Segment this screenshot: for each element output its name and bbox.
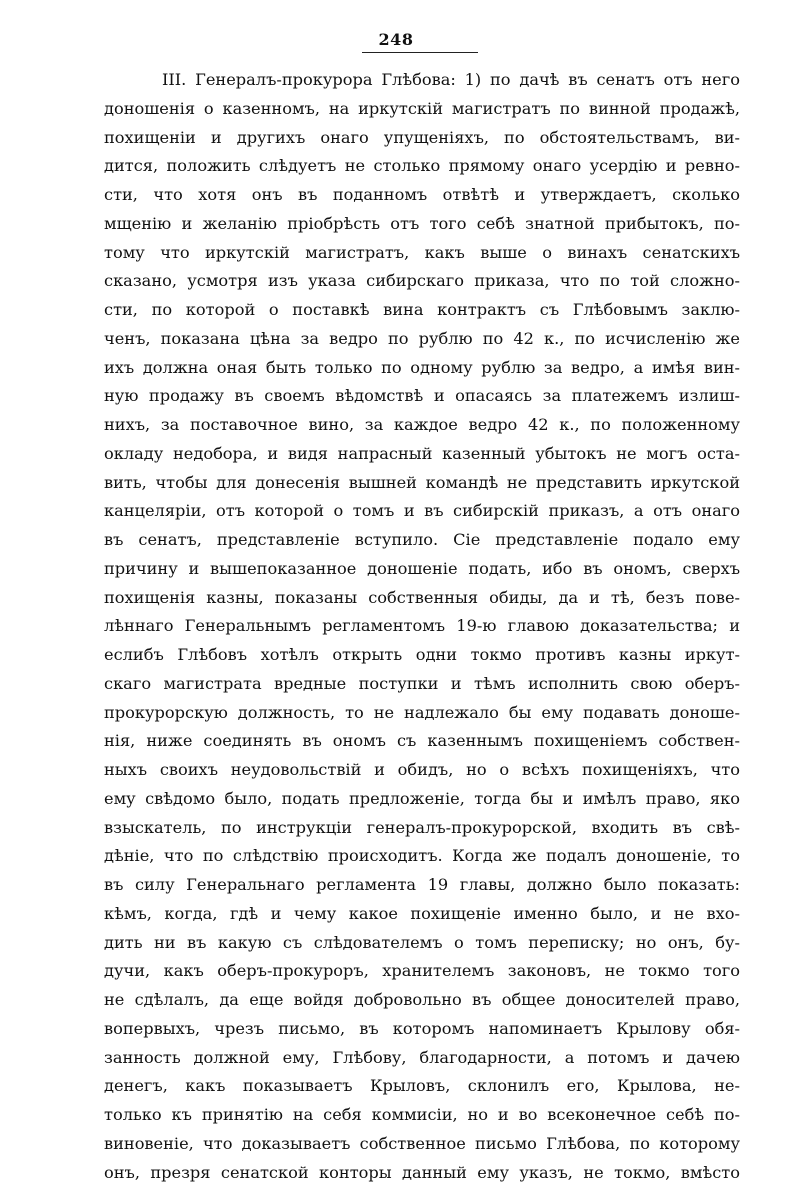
text-line: окладу недобора, и видя напрасный казенный убытокъ не могъ оста- (104, 440, 740, 469)
text-line: причину и вышепоказанное доношеніе подать, ибо въ ономъ, сверхъ (104, 555, 740, 584)
text-line: вопервыхъ, чрезъ письмо, въ которомъ напоминаетъ Крылову обя- (104, 1015, 740, 1044)
text-line: нихъ, за поставочное вино, за каждое ведро 42 к., по положенному (104, 411, 740, 440)
text-line: вить, чтобы для донесенія вышней командѣ не представить иркутской (104, 469, 740, 498)
text-line: сти, по которой о поставкѣ вина контрактъ съ Глѣбовымъ заклю- (104, 296, 740, 325)
text-line: въ сенатъ, представленіе вступило. Сіе представленіе подало ему (104, 526, 740, 555)
text-line: тому что иркутскій магистратъ, какъ выше о винахъ сенатскихъ (104, 239, 740, 268)
text-line: ную продажу въ своемъ вѣдомствѣ и опасаясь за платежемъ излиш- (104, 382, 740, 411)
text-line: сказано, усмотря изъ указа сибирскаго приказа, что по той сложно- (104, 267, 740, 296)
body-text (104, 66, 740, 1187)
text-line: виновеніе, что доказываетъ собственное письмо Глѣбова, по которому (104, 1130, 740, 1159)
text-line: ныхъ своихъ неудовольствій и обидъ, но о всѣхъ похищеніяхъ, что (104, 756, 740, 785)
text-line: мщенію и желанію пріобрѣсть отъ того себѣ знатной прибытокъ, по- (104, 210, 740, 239)
text-line: дучи, какъ оберъ-прокуроръ, хранителемъ законовъ, не токмо того (104, 957, 740, 986)
text-line: сти, что хотя онъ въ поданномъ отвѣтѣ и утверждаетъ, сколько (104, 181, 740, 210)
header-rule (362, 52, 478, 53)
text-line: кѣмъ, когда, гдѣ и чему какое похищеніе именно было, и не вхо- (104, 900, 740, 929)
text-line: только къ принятію на себя коммисіи, но и во всеконечное себѣ по- (104, 1101, 740, 1130)
text-line: взыскатель, по инструкціи генералъ-прокурорской, входить въ свѣ- (104, 814, 740, 843)
text-line: въ силу Генеральнаго регламента 19 главы, должно было показать: (104, 871, 740, 900)
text-line: еслибъ Глѣбовъ хотѣлъ открыть одни токмо противъ казны иркут- (104, 641, 740, 670)
text-line: похищеніи и другихъ онаго упущеніяхъ, по обстоятельствамъ, ви- (104, 124, 740, 153)
text-line: скаго магистрата вредные поступки и тѣмъ исполнить свою оберъ- (104, 670, 740, 699)
text-line: онъ, презря сенатской конторы данный ему указъ, не токмо, вмѣсто (104, 1159, 740, 1187)
text-line: занность должной ему, Глѣбову, благодарности, а потомъ и дачею (104, 1044, 740, 1073)
text-line: III. Генералъ-прокурора Глѣбова: 1) по дачѣ въ сенатъ отъ него (104, 66, 740, 95)
text-line: ему свѣдомо было, подать предложеніе, тогда бы и имѣлъ право, яко (104, 785, 740, 814)
text-line: дѣніе, что по слѣдствію происходитъ. Когда же подалъ доношеніе, то (104, 842, 740, 871)
text-line: ихъ должна оная быть только по одному рублю за ведро, а имѣя вин- (104, 354, 740, 383)
text-line: канцеляріи, отъ которой о томъ и въ сибирскій приказъ, а отъ онаго (104, 497, 740, 526)
text-line: не сдѣлалъ, да еще войдя добровольно въ общее доносителей право, (104, 986, 740, 1015)
text-line: похищенія казны, показаны собственныя обиды, да и тѣ, безъ пове- (104, 584, 740, 613)
text-line: нія, ниже соединять въ ономъ съ казеннымъ похищеніемъ собствен- (104, 727, 740, 756)
text-line: доношенія о казенномъ, на иркутскій магистратъ по винной продажѣ, (104, 95, 740, 124)
text-line: ченъ, показана цѣна за ведро по рублю по 42 к., по исчисленію же (104, 325, 740, 354)
text-line: дить ни въ какую съ слѣдователемъ о томъ переписку; но онъ, бу- (104, 929, 740, 958)
text-line: денегъ, какъ показываетъ Крыловъ, склонилъ его, Крылова, не- (104, 1072, 740, 1101)
page-number: 248 (0, 30, 792, 49)
text-line: прокурорскую должность, то не надлежало бы ему подавать доноше- (104, 699, 740, 728)
text-line: дится, положить слѣдуетъ не столько прямому онаго усердію и ревно- (104, 152, 740, 181)
text-line: лѣннаго Генеральнымъ регламентомъ 19-ю главою доказательства; и (104, 612, 740, 641)
